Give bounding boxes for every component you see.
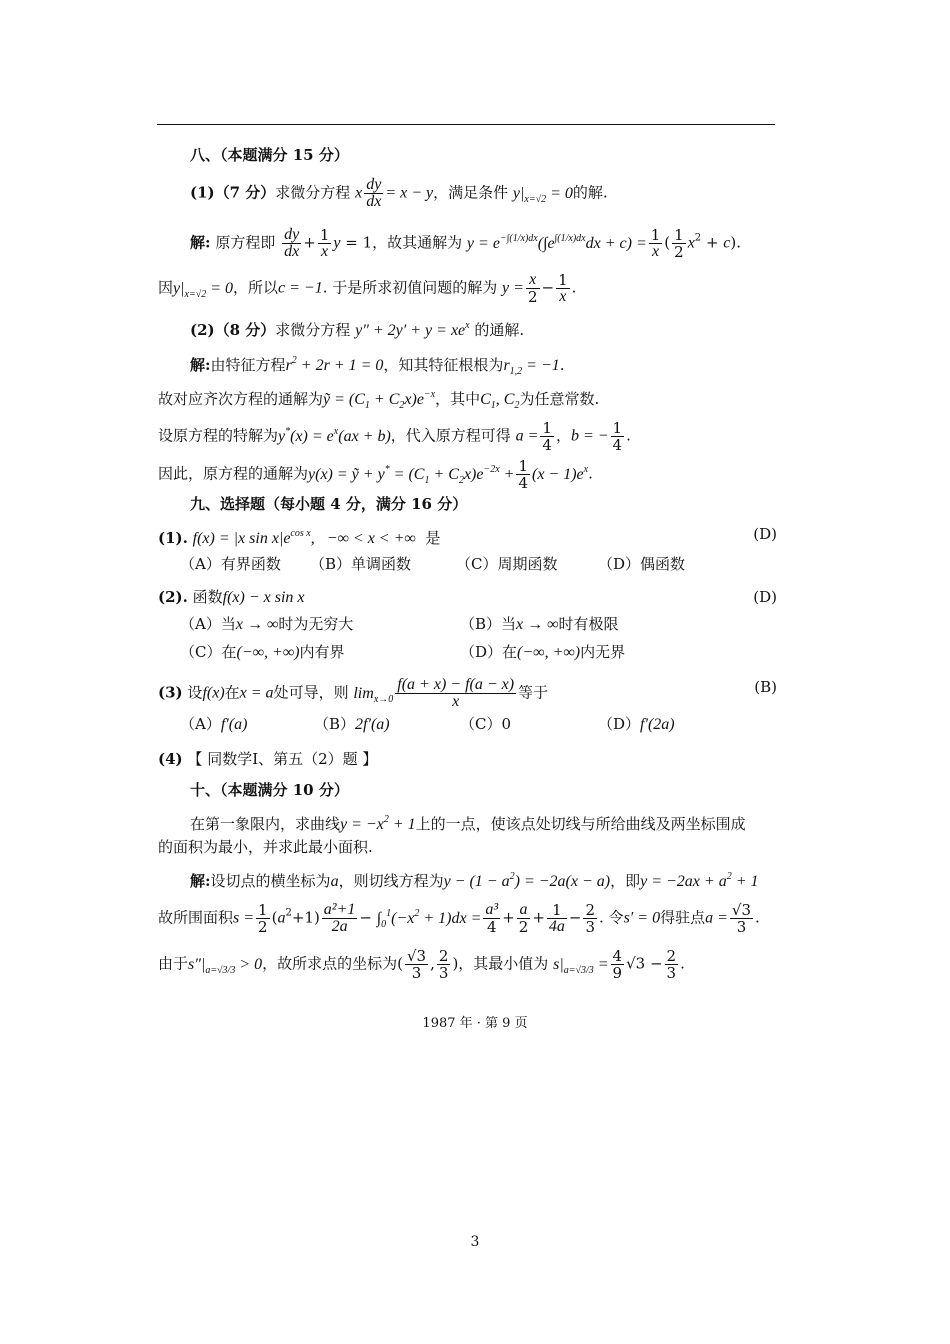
solution-8-1-line1: 解: 原方程即 $\frac{dy}{dx}$ + $\frac{1}{x}$ y = 1，故其通解为 $y = e^{-\int(1/x)dx}(\int e^{\int(1/x)dx}dx + c)$ = $\frac{1}{x}$ ( $\frac{1}{2}$ $x^2 + c$). — [190, 226, 742, 261]
question-9-2: (2). 函数f(x) − x sin x (D) — [158, 588, 777, 606]
problem-8-2: (2)（8 分）求微分方程 $y'' + 2y' + y = xe^x$ 的通解. — [190, 320, 525, 339]
top-rule — [157, 124, 775, 125]
solution-8-2-line4: 因此，原方程的通解为y(x) = ỹ + $y^* = (C_1 + C_2x)e^{-2x}$ + $\frac{1}{4}$ $(x - 1)e^x$. — [158, 457, 593, 492]
page-number: 3 — [470, 1234, 480, 1250]
option-a: （A）f′(a) — [180, 715, 248, 733]
solution-8-2-line2: 故对应齐次方程的通解为ỹ = $(C_1 + C_2x)e^{-x}$，其中$C_1$, $C_2$为任意常数. — [158, 389, 600, 411]
option-d: （D）偶函数 — [598, 555, 686, 573]
problem-10-line1: 在第一象限内，求曲线$y = -x^2 + 1$上的一点，使该点处切线与所给曲线及两坐标围成 — [190, 814, 746, 833]
option-c: （C）在(−∞, +∞)内有界 — [180, 643, 345, 661]
section-10-title: 十、（本题满分 10 分） — [190, 781, 349, 799]
section-9-title: 九、选择题（每小题 4 分，满分 16 分） — [190, 495, 468, 513]
answer-9-1: (D) — [753, 525, 777, 543]
solution-10-line2: 故所围面积s = $\frac{1}{2}$ $(a^2+1)$ $\frac{\text{a²+1}}{2a}$ − $\int_0^1(-x^2 + 1)dx$ = $\frac{\text{a³}}{4}$ + $\frac{a}{2}$ + $\frac{1}{4a}$ − $\frac{2}{3}$ . 令s′ = 0得驻点a = $\frac{√3}{3}$ . — [158, 901, 760, 936]
problem-8-1: (1)（7 分）求微分方程 x $\frac{dy}{dx}$ = x − y，满足条件 $y|_{x=√2} = 0$的解. — [190, 176, 608, 210]
section-8-title: 八、（本题满分 15 分） — [190, 146, 349, 164]
solution-8-1-line2: 因$y|_{x=√2} = 0$，所以c = −1. 于是所求初值问题的解为 y = $\frac{x}{2}$ − $\frac{1}{x}$ . — [158, 271, 577, 306]
option-b: （B）单调函数 — [310, 555, 412, 573]
option-b: （B）当x → ∞时有极限 — [460, 615, 619, 633]
problem-10-line2: 的面积为最小，并求此最小面积. — [158, 838, 373, 856]
option-d: （D）f′(2a) — [598, 715, 675, 733]
solution-8-2-line3: 设原方程的特解为$y^*(x) = e^x(ax + b)$，代入原方程可得 a = $\frac{1}{4}$ ，b = − $\frac{1}{4}$ . — [158, 419, 631, 454]
solution-10-line1: 解:设切点的横坐标为a，则切线方程为$y - (1 - a^2) = -2a(x - a)$，即$y = -2ax + a^2 + 1$ — [190, 871, 759, 890]
question-9-1: (1). f(x) = |x $\sin x|e^{cos x}$, −∞ < x < +∞ 是 (D) — [158, 525, 777, 547]
answer-9-2: (D) — [753, 588, 777, 606]
option-c: （C）0 — [460, 715, 512, 733]
question-9-4: (4) 【 同数学Ⅰ、第五（2）题 】 — [158, 750, 378, 768]
solution-10-line3: 由于$s''|_{a=√3/3} > 0$，故所求点的坐标为( $\frac{√3}{3}$ , $\frac{2}{3}$ )，其最小值为 $s|_{a=√3/3}$ = $\frac{4}{9}$ √3 − $\frac{2}{3}$ . — [158, 947, 685, 982]
option-d: （D）在(−∞, +∞)内无界 — [460, 643, 626, 661]
option-b: （B）2f′(a) — [314, 715, 390, 733]
option-a: （A）当x → ∞时为无穷大 — [180, 615, 354, 633]
question-9-3: (3) 设f(x)在x = a处可导，则 $\lim_{x\to 0}$ $\frac{f(a + x) - f(a - x)}{x}$ 等于 (B) — [158, 676, 777, 710]
solution-8-2-line1: 解:由特征方程$r^2 + 2r + 1 = 0$，知其特征根根为$r_{1,2} = -1$. — [190, 355, 565, 377]
page-footer: 1987 年 · 第 9 页 — [422, 1016, 528, 1031]
option-a: （A）有界函数 — [180, 555, 281, 573]
option-c: （C）周期函数 — [456, 555, 558, 573]
answer-9-3: (B) — [754, 678, 777, 696]
